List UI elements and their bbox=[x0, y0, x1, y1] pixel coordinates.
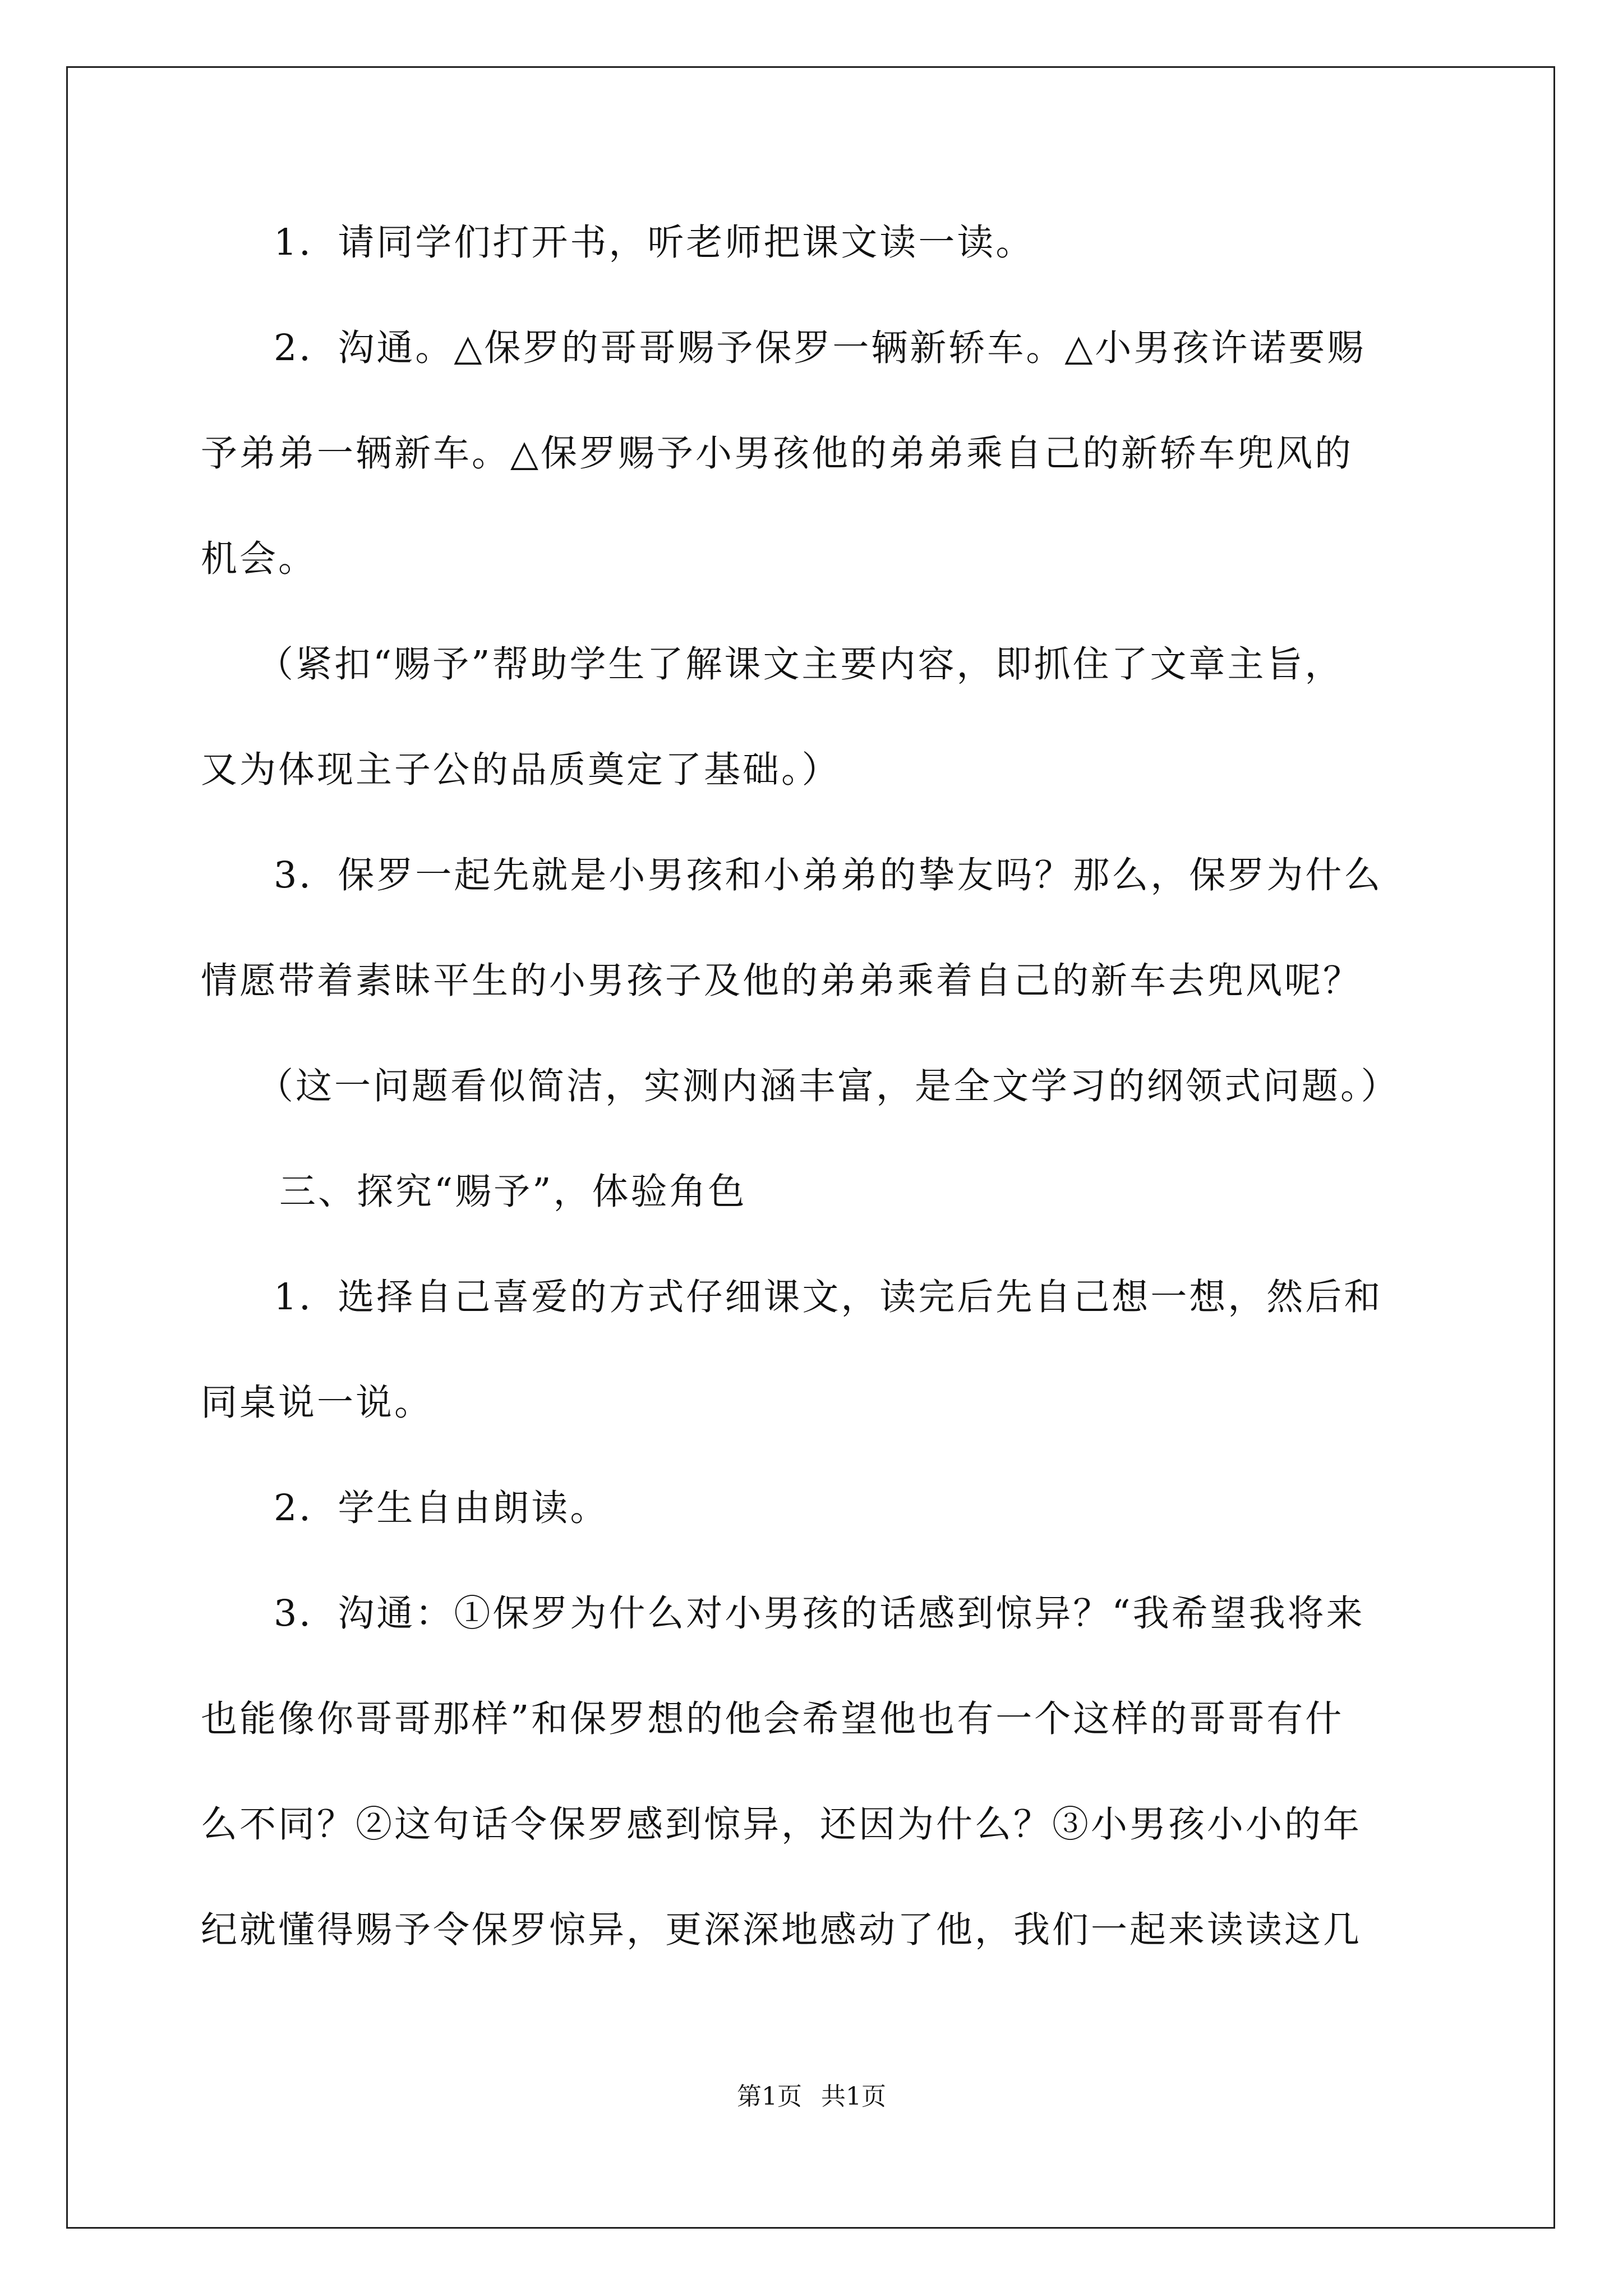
paragraph-line: 机会。 bbox=[201, 538, 317, 580]
paragraph-line: 情愿带着素昧平生的小男孩子及他的弟弟乘着自己的新车去兜风呢？ bbox=[201, 960, 1362, 1002]
paragraph-line: （这一问题看似简洁，实测内涵丰富，是全文学习的纲领式问题。） bbox=[257, 1065, 1400, 1107]
paragraph-line: 1．选择自己喜爱的方式仔细课文，读完后先自己想一想，然后和 bbox=[274, 1276, 1383, 1318]
page-footer bbox=[0, 2080, 1623, 2114]
paragraph-line: 也能像你哥哥那样”和保罗想的他会希望他也有一个这样的哥哥有什 bbox=[201, 1698, 1344, 1740]
paragraph-line: 2．学生自由朗读。 bbox=[274, 1487, 609, 1529]
document-body bbox=[201, 216, 1440, 2009]
paragraph-line: 予弟弟一辆新车。△保罗赐予小男孩他的弟弟乘自己的新轿车兜风的 bbox=[201, 432, 1353, 475]
section-heading: 三、探究“赐予”，体验角色 bbox=[279, 1171, 747, 1213]
paragraph-line: 同桌说一说。 bbox=[201, 1382, 434, 1424]
paragraph-line: 3．保罗一起先就是小男孩和小弟弟的挚友吗？那么，保罗为什么 bbox=[274, 854, 1383, 896]
page-number: 第1页 bbox=[737, 2082, 802, 2111]
paragraph-line: 1．请同学们打开书，听老师把课文读一读。 bbox=[274, 222, 1035, 264]
paragraph-line: 3．沟通：①保罗为什么对小男孩的话感到惊异？“我希望我将来 bbox=[274, 1593, 1365, 1635]
paragraph-line: 又为体现主子公的品质奠定了基础。） bbox=[201, 749, 841, 791]
paragraph-line: 么不同？②这句话令保罗感到惊异，还因为什么？③小男孩小小的年 bbox=[201, 1803, 1362, 1846]
paragraph-line: （紧扣“赐予”帮助学生了解课文主要内容，即抓住了文章主旨， bbox=[257, 643, 1344, 685]
paragraph-line: 2．沟通。△保罗的哥哥赐予保罗一辆新轿车。△小男孩许诺要赐 bbox=[274, 327, 1366, 369]
page-total: 共1页 bbox=[821, 2082, 886, 2111]
paragraph-line: 纪就懂得赐予令保罗惊异，更深深地感动了他，我们一起来读读这几 bbox=[201, 1909, 1362, 1951]
